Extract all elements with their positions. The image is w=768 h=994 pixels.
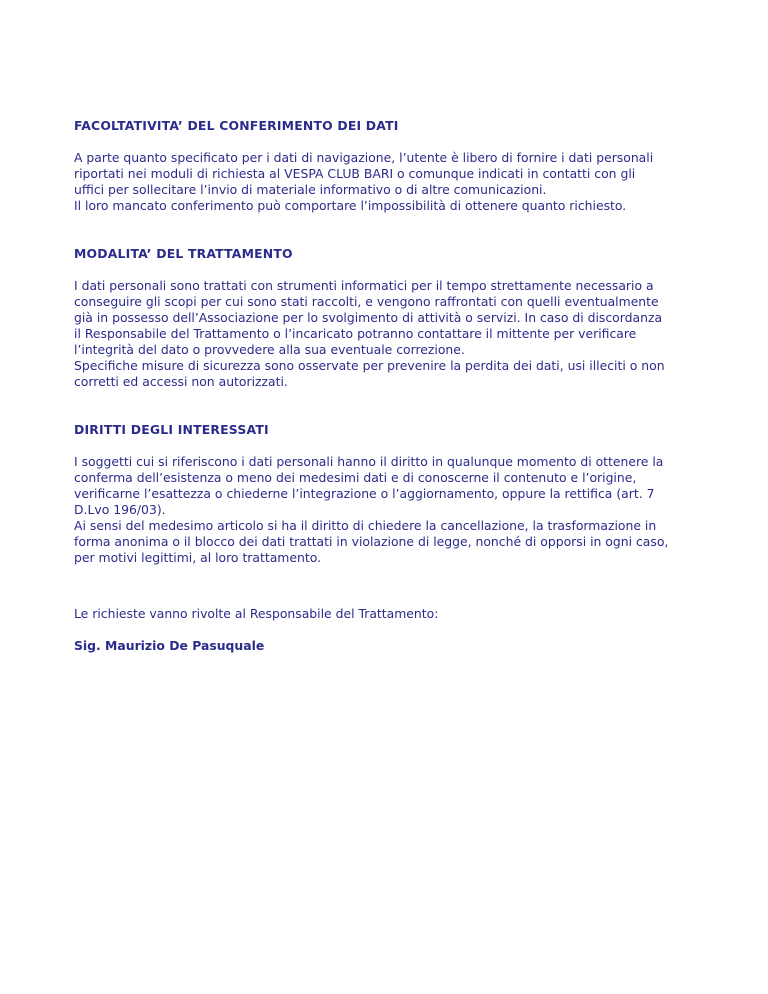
- section-body: I dati personali sono trattati con strumenti informatici per il tempo strettamente necessario a conseguire gli scopi per cui sono stati raccolti, e vengono raffrontati con quelli eventualmente già in possesso dell’Associazione per lo svolgimento di attività o servizi. In caso di discordanza il Responsabile del Trattamento o l’incaricato potranno contattare il mittente per verificare l’integrità del dato o provvedere alla sua eventuale correzione. Specifiche misure di sicurezza sono osservate per prevenire la perdita dei dati, usi illeciti o non corretti ed accessi non autorizzati.: [74, 278, 665, 389]
- section-heading: FACOLTATIVITA’ DEL CONFERIMENTO DEI DATI: [74, 118, 399, 133]
- section-facoltativita: [74, 118, 704, 214]
- contact-block: [74, 606, 704, 654]
- section-body: I soggetti cui si riferiscono i dati personali hanno il diritto in qualunque momento di ottenere la conferma dell’esistenza o meno dei medesimi dati e di conoscerne il contenuto e l’origine, verificarne l’esattezza o chiederne l’integrazione o l’aggiornamento, oppure la rettifica (art. 7 D.Lvo 196/03). Ai sensi del medesimo articolo si ha il diritto di chiedere la cancellazione, la trasformazione in forma anonima o il blocco dei dati trattati in violazione di legge, nonché di opporsi in ogni caso, per motivi legittimi, al loro trattamento.: [74, 454, 669, 565]
- section-body: A parte quanto specificato per i dati di navigazione, l’utente è libero di fornire i dati personali riportati nei moduli di richiesta al VESPA CLUB BARI o comunque indicati in contatti con gli uffici per sollecitare l’invio di materiale informativo o di altre comunicazioni. Il loro mancato conferimento può comportare l’impossibilità di ottenere quanto richiesto.: [74, 150, 654, 213]
- section-heading: MODALITA’ DEL TRATTAMENTO: [74, 246, 293, 261]
- privacy-document: [74, 118, 704, 654]
- contact-name: Sig. Maurizio De Pasuquale: [74, 638, 265, 653]
- section-heading: DIRITTI DEGLI INTERESSATI: [74, 422, 269, 437]
- section-diritti: [74, 422, 704, 566]
- section-modalita: [74, 246, 704, 390]
- contact-intro: Le richieste vanno rivolte al Responsabile del Trattamento:: [74, 606, 439, 621]
